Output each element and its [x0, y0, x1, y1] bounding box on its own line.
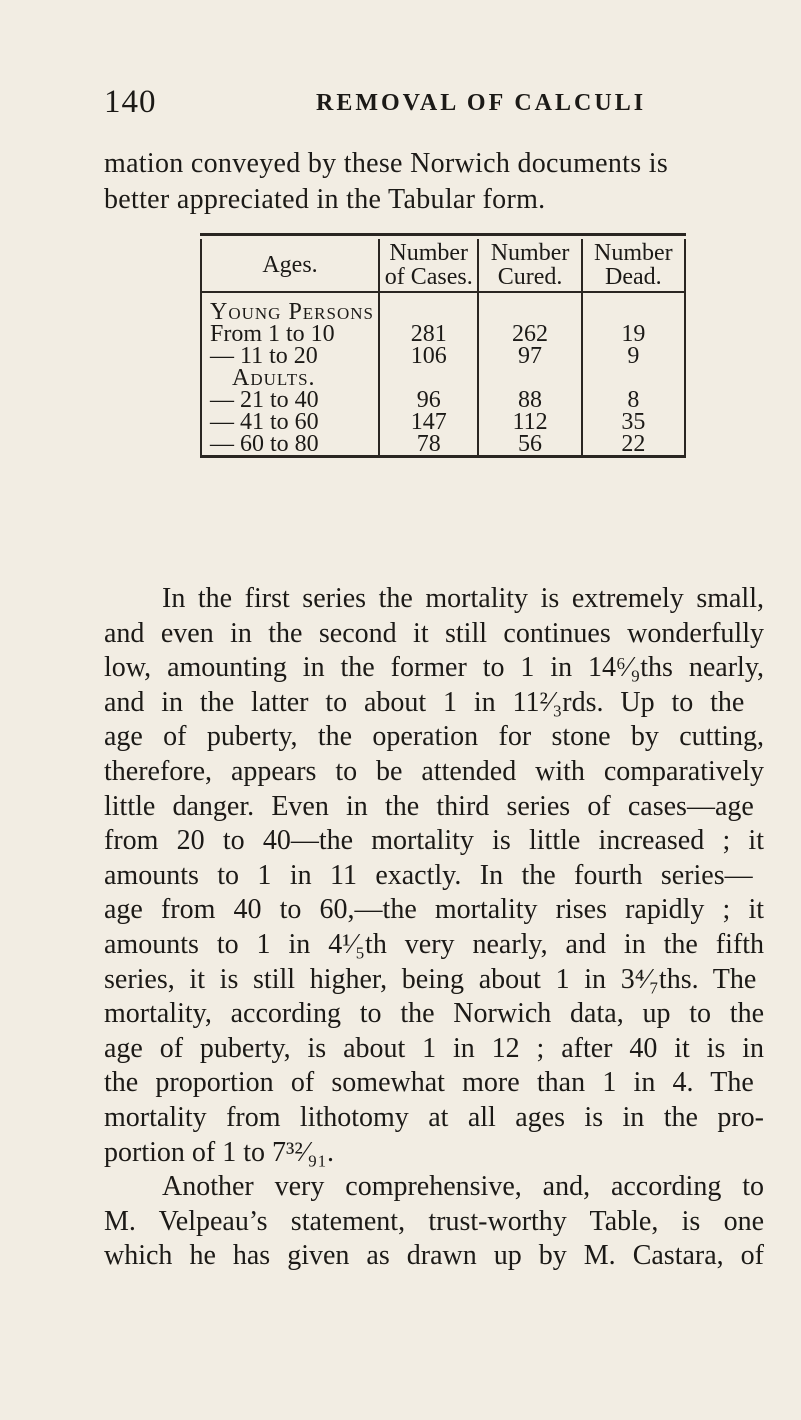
cell-cured: 112: [478, 411, 581, 433]
text-line: series, it is still higher, being about 1 in 3⁴⁄₇ths. The: [104, 963, 757, 995]
header-ages: Ages.: [201, 239, 379, 292]
cell-cases: 281: [379, 323, 478, 345]
section-adults-label: Adults.: [201, 367, 379, 389]
text-line: and in the latter to about 1 in 11²⁄₃rds. Up to the: [104, 686, 745, 718]
running-title: REMOVAL OF CALCULI: [316, 90, 647, 116]
section-young-label: Young Persons: [201, 301, 379, 323]
intro-line: better appreciated in the Tabular form.: [104, 184, 546, 215]
cell-cases: 147: [379, 411, 478, 433]
text-line: age of puberty, is about 1 in 12 ; after 40 it is in: [104, 1032, 764, 1064]
cell-dead: 8: [582, 389, 685, 411]
text-line: amounts to 1 in 11 exactly. In the fourth series—: [104, 859, 753, 891]
text-line: low, amounting in the former to 1 in 14⁶⁄₉ths nearly,: [104, 652, 764, 684]
cell-ages: — 21 to 40: [201, 389, 379, 411]
cell-ages: From 1 to 10: [201, 323, 379, 345]
section-row-adults: [201, 367, 685, 389]
header-dead: Number Dead.: [582, 239, 685, 292]
cell-ages: — 11 to 20: [201, 345, 379, 367]
header-cured: Number Cured.: [478, 239, 581, 292]
cell-cases: 78: [379, 433, 478, 455]
cell-dead: 19: [582, 323, 685, 345]
cell-cases: 96: [379, 389, 478, 411]
cell-dead: 35: [582, 411, 685, 433]
cell-ages: — 41 to 60: [201, 411, 379, 433]
header-cases: Number of Cases.: [379, 239, 478, 292]
text-line: which he has given as drawn up by M. Castara, of: [104, 1240, 764, 1272]
cell-dead: 9: [582, 345, 685, 367]
cell-cured: 56: [478, 433, 581, 455]
table-top-rule: [200, 233, 686, 236]
text-line: M. Velpeau’s statement, trust-worthy Table, is one: [104, 1205, 764, 1237]
mortality-table: [200, 233, 686, 458]
table-row: [201, 411, 685, 433]
cell-cured: 97: [478, 345, 581, 367]
cell-dead: 22: [582, 433, 685, 455]
text-line: In the first series the mortality is extremely small,: [162, 583, 764, 614]
body-text: [104, 582, 764, 1274]
paragraph-1: [104, 582, 764, 1170]
cell-ages: — 60 to 80: [201, 433, 379, 455]
page-number: 140: [104, 84, 157, 120]
text-line: age of puberty, the operation for stone by cutting,: [104, 721, 764, 753]
table-header-row: [201, 239, 685, 292]
running-head: [104, 84, 724, 124]
text-line: mortality from lithotomy at all ages is in the pro-: [104, 1101, 764, 1133]
cell-cured: 88: [478, 389, 581, 411]
table-row: [201, 389, 685, 411]
text-line: and even in the second it still continues wonderfully: [104, 617, 764, 649]
text-line: Another very comprehensive, and, according to: [162, 1171, 764, 1203]
cell-cases: 106: [379, 345, 478, 367]
section-row-young: [201, 301, 685, 323]
text-line: little danger. Even in the third series of cases—age: [104, 790, 754, 822]
intro-text: [104, 146, 764, 218]
table-row: [201, 345, 685, 367]
text-line: therefore, appears to be attended with comparatively: [104, 755, 764, 787]
table-row: [201, 323, 685, 345]
table-row: [201, 433, 685, 455]
text-line: from 20 to 40—the mortality is little increased ; it: [104, 825, 764, 857]
text-line: age from 40 to 60,—the mortality rises rapidly ; it: [104, 894, 764, 926]
text-line: mortality, according to the Norwich data, up to the: [104, 998, 764, 1030]
text-line: amounts to 1 in 4¹⁄₅th very nearly, and in the fifth: [104, 928, 764, 960]
intro-line: mation conveyed by these Norwich documents is: [104, 148, 669, 179]
text-line: the proportion of somewhat more than 1 in 4. The: [104, 1067, 754, 1099]
paragraph-2: [104, 1170, 764, 1274]
cell-cured: 262: [478, 323, 581, 345]
text-line: portion of 1 to 7³²⁄₉₁.: [104, 1136, 334, 1168]
